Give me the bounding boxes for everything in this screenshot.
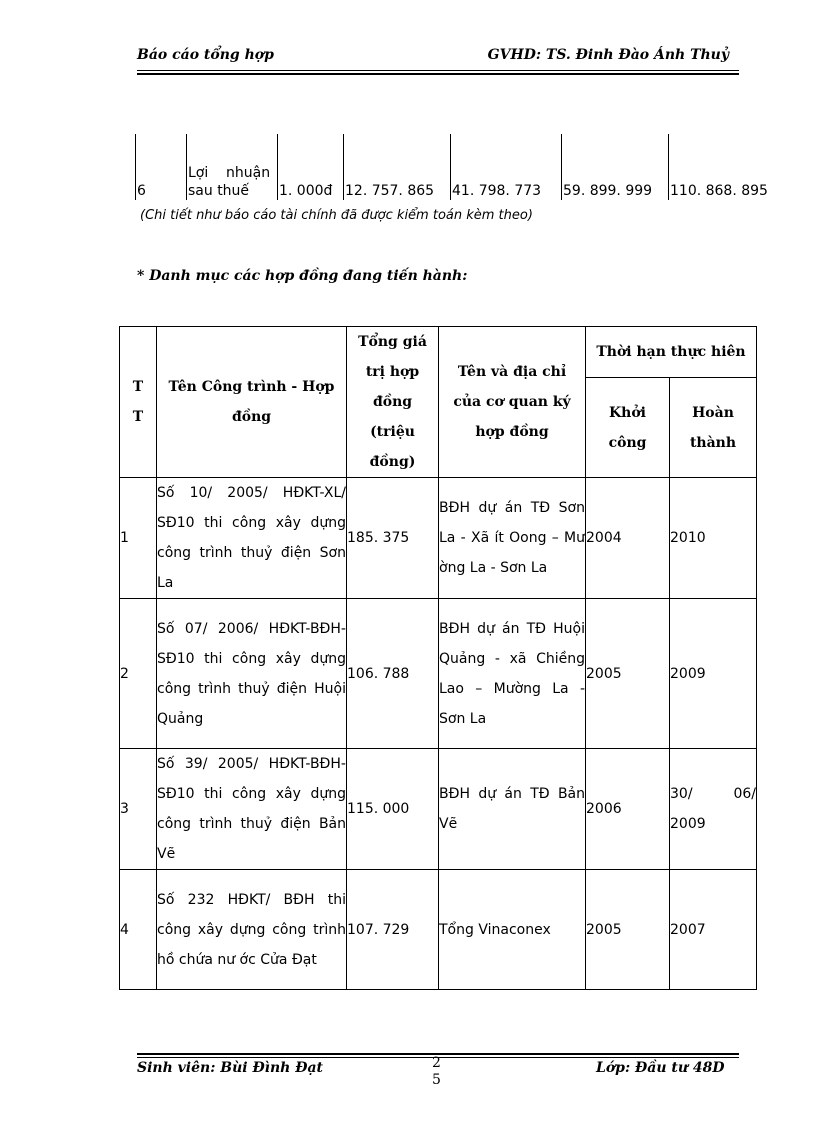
page-number-line2: 5 — [432, 1072, 441, 1088]
table-row — [120, 749, 757, 870]
page-number — [432, 1055, 441, 1089]
cell-name: Số 39/ 2005/ HĐKT-BĐH-SĐ10 thi công xây dựng công trình thuỷ điện Bản Vẽ — [157, 749, 347, 870]
cell-agency: BĐH dự án TĐ Sơn La - Xã ít Oong – Mư ờng La - Sơn La — [439, 478, 586, 599]
row-unit: 1. 000đ — [279, 183, 333, 199]
cell-end: 2009 — [670, 599, 757, 749]
header-period: Thời hạn thực hiên — [586, 327, 757, 378]
cell-name: Số 232 HĐKT/ BĐH thi công xây dựng công trình hồ chứa nư ớc Cửa Đạt — [157, 870, 347, 990]
row-stt: 6 — [137, 183, 146, 199]
cell-tt: 4 — [120, 870, 157, 990]
contracts-table — [119, 326, 757, 990]
cell-start: 2005 — [586, 599, 670, 749]
header-agency: Tên và địa chỉ của cơ quan ký hợp đồng — [439, 327, 586, 478]
header-right: GVHD: TS. Đinh Đào Ánh Thuỷ — [487, 47, 729, 63]
page-number-line1: 2 — [432, 1055, 441, 1071]
cell-agency: BĐH dự án TĐ Bản Vẽ — [439, 749, 586, 870]
table-border — [343, 134, 344, 200]
header-start: Khởi công — [586, 378, 670, 478]
cell-name: Số 07/ 2006/ HĐKT-BĐH-SĐ10 thi công xây dựng công trình thuỷ điện Huội Quảng — [157, 599, 347, 749]
cell-value: 106. 788 — [347, 599, 439, 749]
header-rule-thick — [137, 73, 739, 75]
header-rule — [137, 70, 739, 71]
cell-value: 115. 000 — [347, 749, 439, 870]
audit-note: (Chi tiết như báo cáo tài chính đã được kiểm toán kèm theo) — [140, 208, 533, 223]
header-end: Hoàn thành — [670, 378, 757, 478]
row-value: 41. 798. 773 — [452, 183, 542, 199]
cell-start: 2005 — [586, 870, 670, 990]
section-title: * Danh mục các hợp đồng đang tiến hành: — [137, 268, 468, 284]
row-value: 12. 757. 865 — [345, 183, 435, 199]
table-row — [120, 870, 757, 990]
table-border — [668, 134, 669, 200]
cell-agency: BĐH dự án TĐ Huội Quảng - xã Chiềng Lao – Mường La - Sơn La — [439, 599, 586, 749]
row-value: 59. 899. 999 — [563, 183, 653, 199]
cell-end: 2007 — [670, 870, 757, 990]
table-border — [450, 134, 451, 200]
header-value: Tổng giá trị hợp đồng (triệu đồng) — [347, 327, 439, 478]
cell-tt: 1 — [120, 478, 157, 599]
cell-start: 2006 — [586, 749, 670, 870]
cell-value: 185. 375 — [347, 478, 439, 599]
footer-right: Lớp: Đầu tư 48D — [596, 1060, 725, 1076]
header-name: Tên Công trình - Hợp đồng — [157, 327, 347, 478]
table-row — [120, 599, 757, 749]
table-row — [120, 478, 757, 599]
table-border — [277, 134, 278, 200]
row-indicator-line2: sau thuế — [188, 183, 250, 199]
cell-tt: 2 — [120, 599, 157, 749]
row-value: 110. 868. 895 — [670, 183, 768, 199]
table-border — [561, 134, 562, 200]
cell-tt: 3 — [120, 749, 157, 870]
cell-start: 2004 — [586, 478, 670, 599]
header-left: Báo cáo tổng hợp — [137, 47, 274, 63]
table-border — [135, 134, 136, 200]
row-indicator-line1: Lợi nhuận — [188, 165, 271, 181]
cell-end: 2010 — [670, 478, 757, 599]
cell-name: Số 10/ 2005/ HĐKT-XL/ SĐ10 thi công xây dựng công trình thuỷ điện Sơn La — [157, 478, 347, 599]
cell-value: 107. 729 — [347, 870, 439, 990]
footer-left: Sinh viên: Bùi Đình Đạt — [137, 1060, 324, 1076]
table-border — [186, 134, 187, 200]
cell-end: 30/ 06/ 2009 — [670, 749, 757, 870]
header-tt: T T — [120, 327, 157, 478]
cell-agency: Tổng Vinaconex — [439, 870, 586, 990]
